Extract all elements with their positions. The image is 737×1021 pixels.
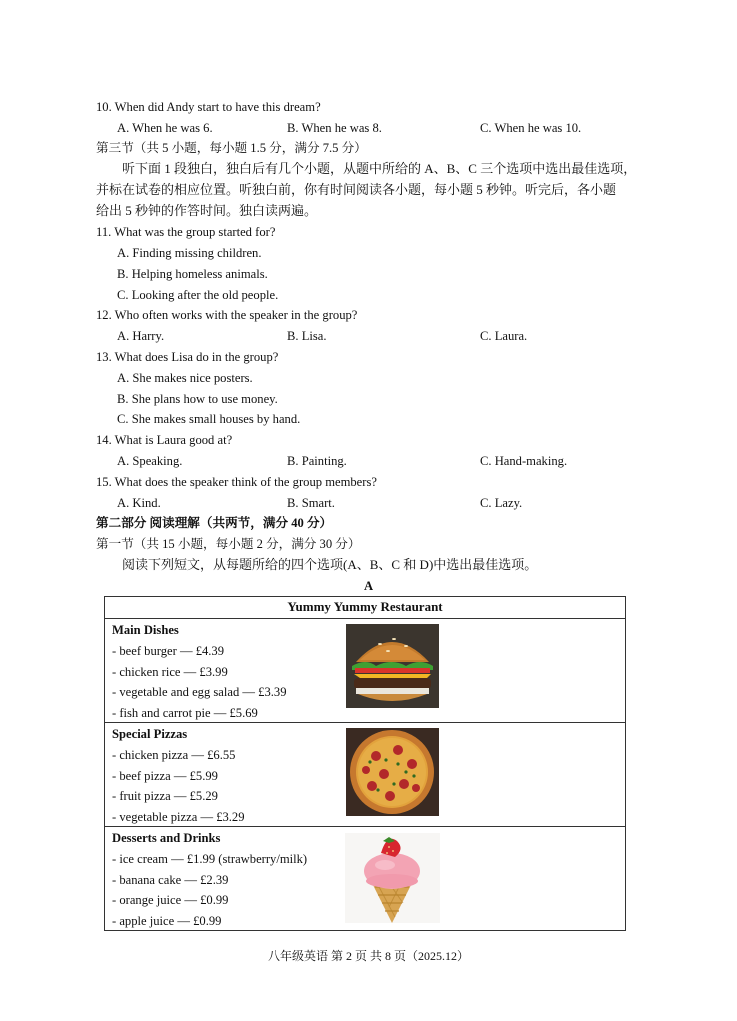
menu-table	[104, 596, 626, 931]
q15-option-b: B. Smart.	[287, 496, 335, 510]
menu-item: - chicken pizza — £6.55	[112, 748, 236, 762]
menu-item: - banana cake — £2.39	[112, 873, 229, 887]
q14-option-c: C. Hand-making.	[480, 454, 568, 468]
main-dishes-section	[105, 619, 625, 723]
menu-title: Yummy Yummy Restaurant	[287, 599, 443, 614]
q10-stem: 10. When did Andy start to have this dream?	[96, 100, 321, 114]
menu-item: - beef pizza — £5.99	[112, 769, 218, 783]
q12-option-c: C. Laura.	[480, 329, 528, 343]
pizzas-section	[105, 723, 625, 827]
section3-heading: 第三节（共 5 小题，每小题 1.5 分，满分 7.5 分）	[96, 141, 367, 155]
q12-option-a: A. Harry.	[117, 329, 165, 343]
q15-stem: 15. What does the speaker think of the group members?	[96, 475, 377, 489]
part2-heading: 第二部分 阅读理解（共两节，满分 40 分）	[96, 516, 333, 530]
menu-item: - vegetable pizza — £3.29	[112, 810, 245, 824]
menu-title-row	[105, 597, 625, 619]
q11-option-a: A. Finding missing children.	[117, 246, 262, 260]
q12-stem: 12. Who often works with the speaker in the group?	[96, 308, 358, 322]
q10-option-a: A. When he was 6.	[117, 121, 213, 135]
desserts-section	[105, 827, 625, 931]
q14-option-b: B. Painting.	[287, 454, 347, 468]
burger-image	[346, 624, 439, 708]
menu-item: - fruit pizza — £5.29	[112, 789, 218, 803]
section3-instruction-line3: 给出 5 秒钟的作答时间。独白读两遍。	[96, 203, 318, 218]
menu-item: - beef burger — £4.39	[112, 644, 225, 658]
q11-stem: 11. What was the group started for?	[96, 225, 276, 239]
section3-instruction-line2: 并标在试卷的相应位置。听独白前，你有时间阅读各小题，每小题 5 秒钟。听完后，各小题	[96, 182, 617, 197]
q13-stem: 13. What does Lisa do in the group?	[96, 350, 279, 364]
passage-label: A	[363, 579, 374, 593]
main-dishes-heading: Main Dishes	[112, 623, 179, 637]
menu-item: - chicken rice — £3.99	[112, 665, 228, 679]
part2-section1-heading: 第一节（共 15 小题，每小题 2 分，满分 30 分）	[96, 537, 361, 551]
menu-item: - vegetable and egg salad — £3.39	[112, 685, 287, 699]
page-footer: 八年级英语 第 2 页 共 8 页（2025.12）	[267, 949, 469, 963]
q11-option-b: B. Helping homeless animals.	[117, 267, 268, 281]
q15-option-c: C. Lazy.	[480, 496, 523, 510]
menu-item: - apple juice — £0.99	[112, 914, 222, 928]
menu-item: - ice cream — £1.99 (strawberry/milk)	[112, 852, 308, 866]
q13-option-b: B. She plans how to use money.	[117, 392, 278, 406]
ice-cream-image	[345, 833, 440, 923]
q15-option-a: A. Kind.	[117, 496, 161, 510]
desserts-heading: Desserts and Drinks	[112, 831, 221, 845]
section3-instruction	[96, 158, 661, 221]
q10-option-c: C. When he was 10.	[480, 121, 582, 135]
section3-instruction-line1: 听下面 1 段独白，独白后有几个小题，从题中所给的 A、B、C 三个选项中选出最佳选项，	[122, 161, 637, 176]
part2-instruction: 阅读下列短文，从每题所给的四个选项(A、B、C 和 D)中选出最佳选项。	[122, 557, 538, 572]
q14-option-a: A. Speaking.	[117, 454, 183, 468]
pizza-image	[346, 728, 439, 816]
q14-stem: 14. What is Laura good at?	[96, 433, 233, 447]
menu-item: - orange juice — £0.99	[112, 893, 229, 907]
q12-option-b: B. Lisa.	[287, 329, 327, 343]
q13-option-c: C. She makes small houses by hand.	[117, 412, 301, 426]
menu-item: - fish and carrot pie — £5.69	[112, 706, 258, 720]
q10-option-b: B. When he was 8.	[287, 121, 382, 135]
q13-option-a: A. She makes nice posters.	[117, 371, 253, 385]
q11-option-c: C. Looking after the old people.	[117, 288, 279, 302]
pizzas-heading: Special Pizzas	[112, 727, 188, 741]
